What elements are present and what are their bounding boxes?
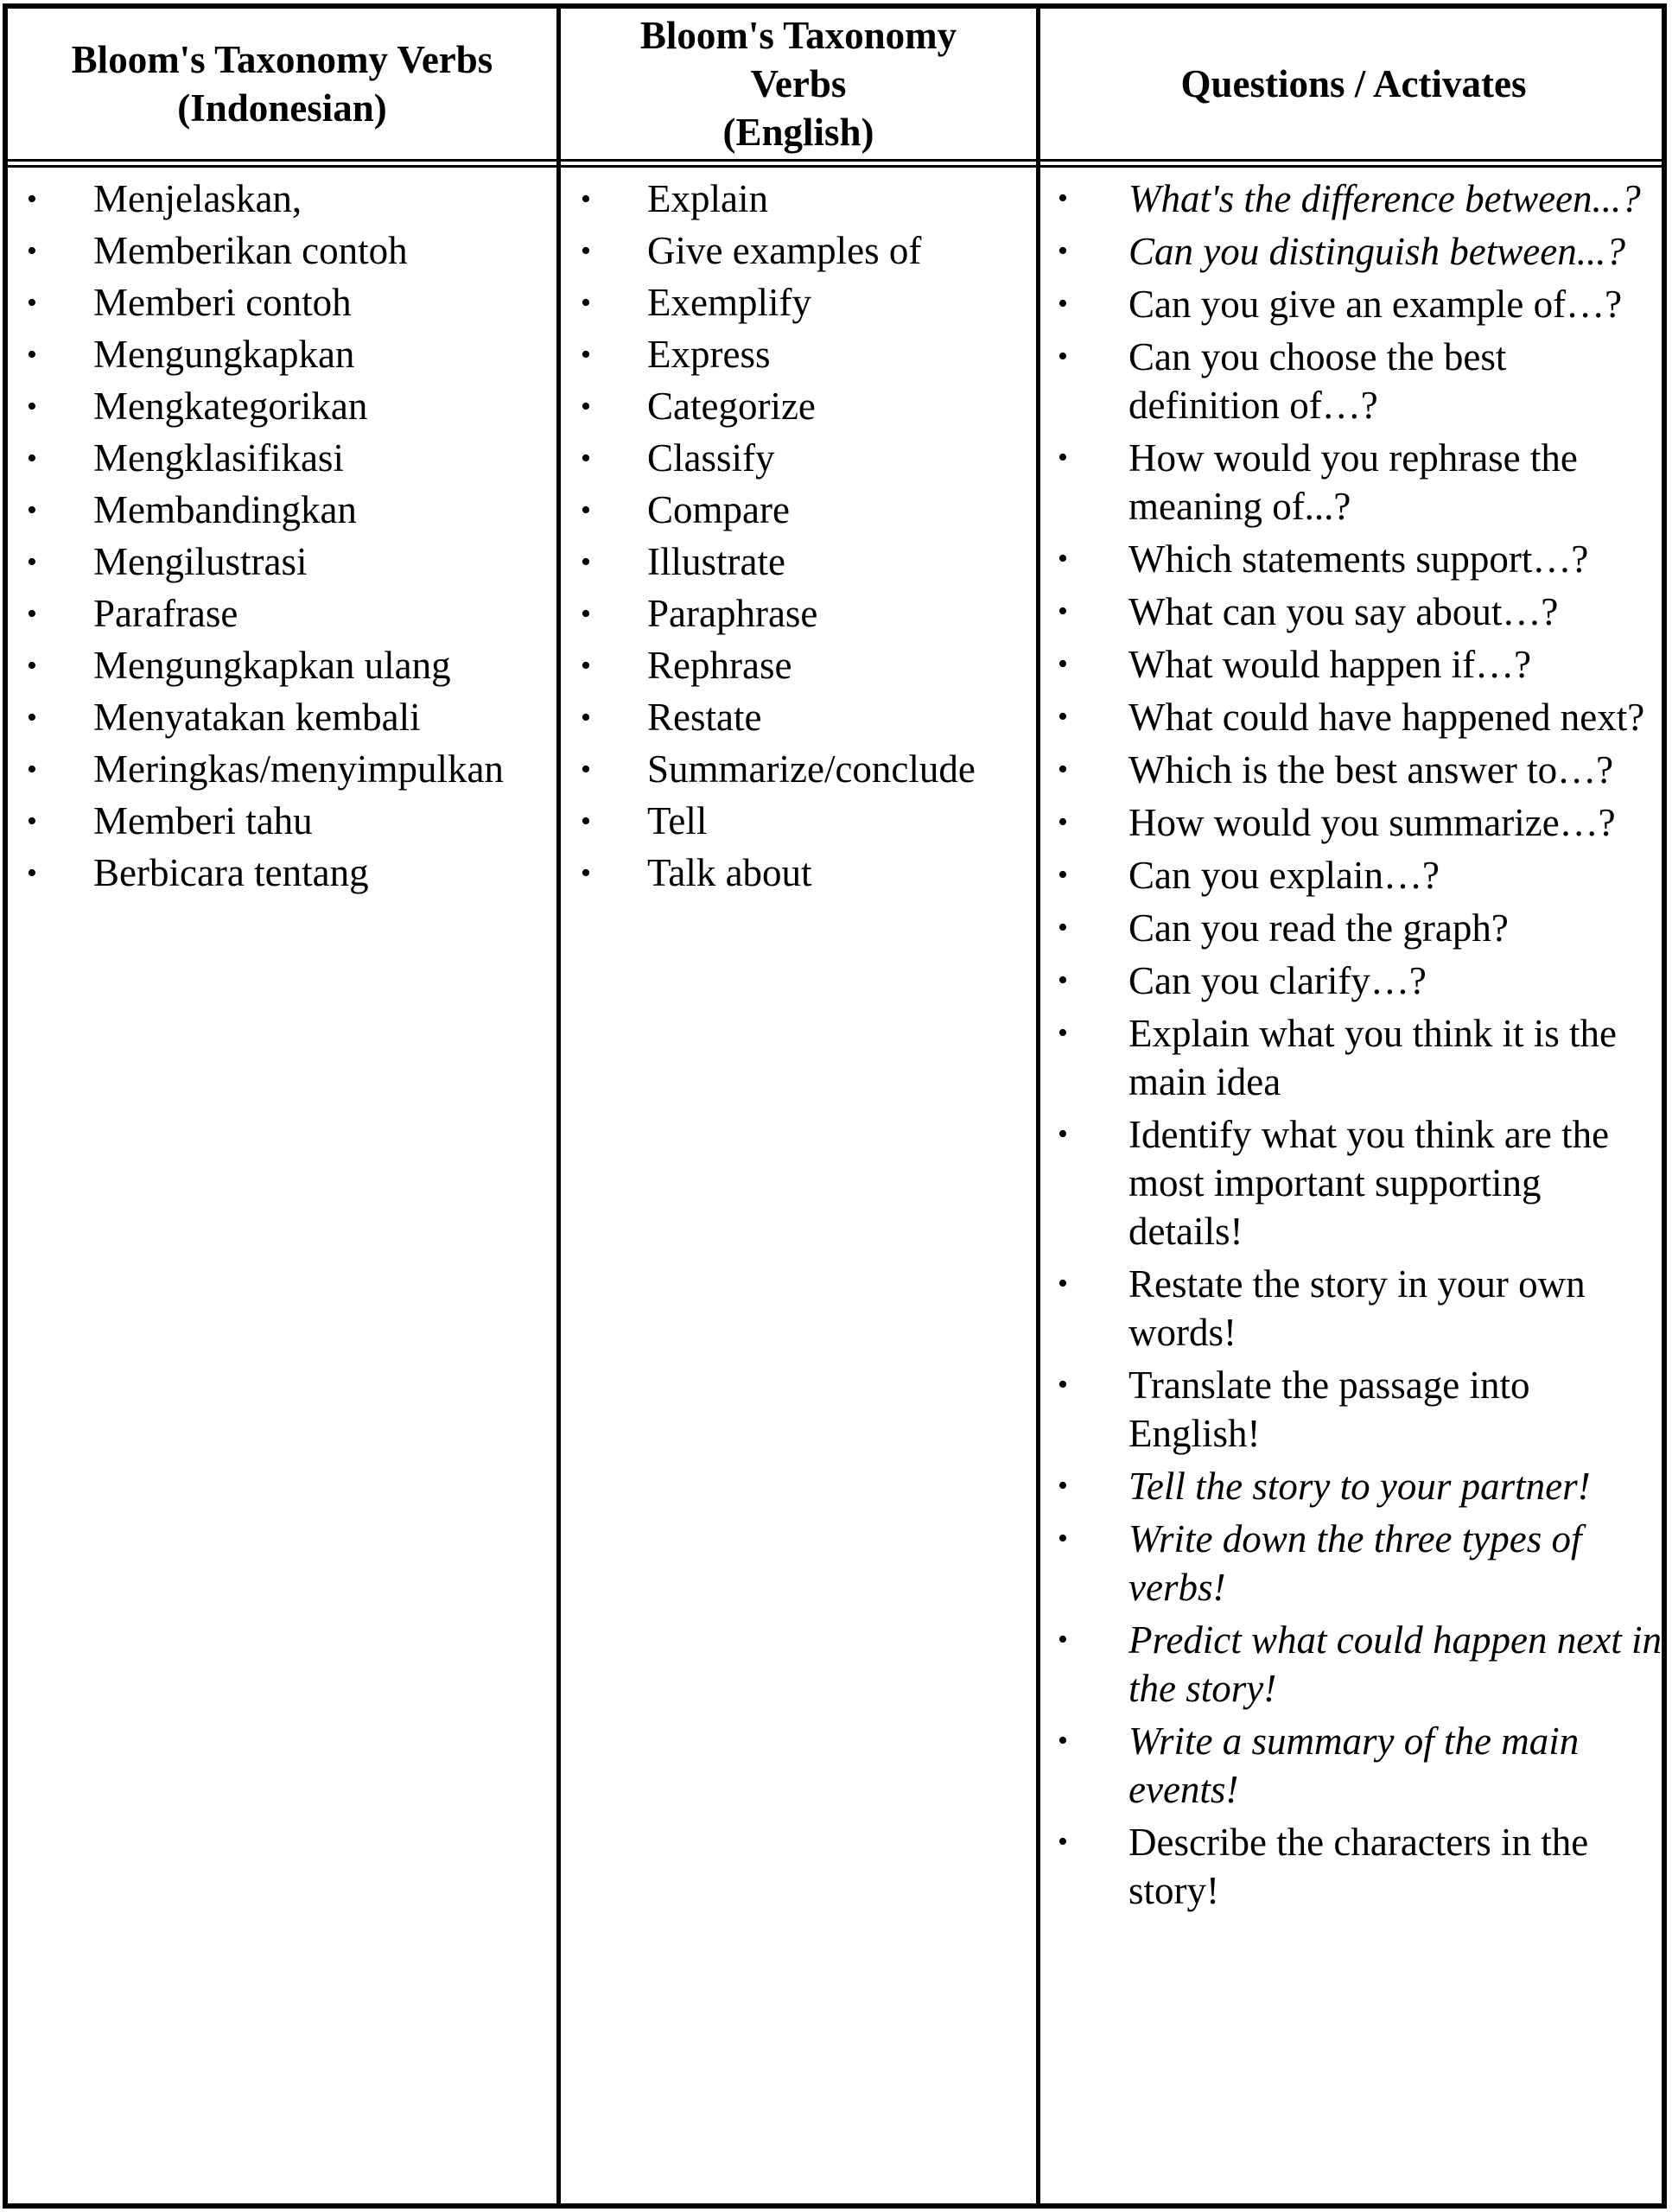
list-item <box>1058 588 1662 636</box>
header-text-line: Bloom's Taxonomy <box>639 14 957 57</box>
list-item <box>27 382 554 431</box>
list-item-text: Can you choose the best definition of…? <box>1128 335 1507 427</box>
list-item-text: Categorize <box>647 385 816 428</box>
column-divider-1 <box>556 9 561 2203</box>
bullet-icon: • <box>581 753 591 785</box>
list-item-text: Meringkas/menyimpulkan <box>93 747 504 791</box>
bullet-icon: • <box>1058 806 1068 838</box>
list-item <box>27 486 554 535</box>
list-item-text: What can you say about…? <box>1128 590 1559 633</box>
bullet-icon: • <box>1058 964 1068 996</box>
list-item-text: Which statements support…? <box>1128 537 1589 581</box>
bullet-icon: • <box>581 702 591 734</box>
list-item-text: Tell the story to your partner! <box>1128 1465 1591 1508</box>
list-item <box>27 641 554 690</box>
english-verbs-list <box>581 175 1034 900</box>
bullet-icon: • <box>27 339 37 371</box>
list-item-text: What's the difference between...? <box>1128 177 1641 220</box>
bullet-icon: • <box>581 598 591 630</box>
list-item <box>581 797 1034 846</box>
list-item-text: Illustrate <box>647 540 785 583</box>
bullet-icon: • <box>27 391 37 423</box>
list-item-text: Mengkategorikan <box>93 385 368 428</box>
list-item-text: Menyatakan kembali <box>93 696 421 739</box>
list-item <box>581 175 1034 224</box>
bullet-icon: • <box>27 702 37 734</box>
list-item <box>1058 746 1662 794</box>
list-item-text: What would happen if…? <box>1128 643 1532 686</box>
list-item-text: How would you summarize…? <box>1128 801 1616 844</box>
list-item-text: Which is the best answer to…? <box>1128 748 1614 791</box>
list-item <box>581 434 1034 483</box>
questions-list <box>1058 175 1662 1919</box>
list-item-text: Memberi contoh <box>93 281 352 324</box>
list-item <box>27 693 554 742</box>
bullet-icon: • <box>1058 1725 1068 1757</box>
list-item-text: Can you read the graph? <box>1128 906 1509 950</box>
list-item <box>1058 1361 1662 1458</box>
list-item <box>1058 957 1662 1005</box>
list-item <box>27 175 554 224</box>
list-item-text: Membandingkan <box>93 488 357 531</box>
list-item <box>27 797 554 846</box>
bullet-icon: • <box>27 857 37 889</box>
bullet-icon: • <box>1058 340 1068 372</box>
bullet-icon: • <box>1058 1470 1068 1502</box>
bullet-icon: • <box>1058 1826 1068 1858</box>
header-text-line: Questions / Activates <box>1180 62 1527 105</box>
list-item-text: Describe the characters in the story! <box>1128 1821 1589 1912</box>
bullet-icon: • <box>1058 1017 1068 1049</box>
bullet-icon: • <box>1058 859 1068 891</box>
list-item <box>1058 280 1662 328</box>
bullet-icon: • <box>1058 235 1068 267</box>
list-item <box>1058 1260 1662 1357</box>
list-item-text: Write down the three types of verbs! <box>1128 1517 1582 1609</box>
bullet-icon: • <box>27 442 37 474</box>
list-item <box>1058 1616 1662 1713</box>
bullet-icon: • <box>581 546 591 578</box>
list-item <box>1058 1717 1662 1814</box>
list-item <box>581 382 1034 431</box>
header-text-line: (English) <box>722 111 874 154</box>
list-item-text: Can you clarify…? <box>1128 959 1427 1002</box>
list-item <box>1058 1009 1662 1106</box>
header-text-line: (Indonesian) <box>177 86 387 130</box>
list-item-text: Translate the passage into English! <box>1128 1363 1530 1455</box>
bullet-icon: • <box>581 287 591 319</box>
list-item <box>1058 798 1662 847</box>
list-item <box>1058 1818 1662 1915</box>
list-item <box>27 589 554 639</box>
list-item-text: Express <box>647 333 771 376</box>
list-item <box>1058 693 1662 741</box>
list-item <box>1058 640 1662 689</box>
list-item <box>1058 434 1662 531</box>
header-text-line: Verbs <box>750 62 847 105</box>
list-item-text: Paraphrase <box>647 592 818 635</box>
list-item <box>581 589 1034 639</box>
bullet-icon: • <box>27 235 37 267</box>
list-item <box>27 330 554 379</box>
list-item <box>1058 175 1662 223</box>
list-item-text: Exemplify <box>647 281 811 324</box>
list-item <box>1058 1462 1662 1510</box>
list-item-text: Parafrase <box>93 592 238 635</box>
bullet-icon: • <box>581 391 591 423</box>
list-item-text: Give examples of <box>647 229 922 272</box>
list-item <box>27 278 554 327</box>
list-item <box>27 849 554 898</box>
list-item <box>581 537 1034 587</box>
list-item-text: Menjelaskan, <box>93 177 302 220</box>
bullet-icon: • <box>27 598 37 630</box>
list-item <box>1058 535 1662 583</box>
header-indonesian-verbs <box>8 9 556 159</box>
list-item <box>581 641 1034 690</box>
bullet-icon: • <box>1058 912 1068 944</box>
list-item <box>581 278 1034 327</box>
list-item-text: Memberikan contoh <box>93 229 408 272</box>
indonesian-verbs-list <box>27 175 554 900</box>
list-item <box>581 693 1034 742</box>
list-item <box>1058 227 1662 276</box>
bullet-icon: • <box>581 235 591 267</box>
bloom-taxonomy-table <box>3 3 1667 2209</box>
list-item-text: Restate <box>647 696 762 739</box>
list-item <box>1058 1110 1662 1255</box>
list-item-text: Rephrase <box>647 644 792 687</box>
list-item-text: Mengilustrasi <box>93 540 308 583</box>
list-item-text: Can you explain…? <box>1128 854 1440 897</box>
list-item <box>1058 333 1662 429</box>
bullet-icon: • <box>1058 182 1068 214</box>
list-item-text: Mengungkapkan <box>93 333 355 376</box>
bullet-icon: • <box>581 339 591 371</box>
bullet-icon: • <box>1058 753 1068 785</box>
list-item <box>581 849 1034 898</box>
list-item-text: Predict what could happen next in the story! <box>1128 1618 1662 1710</box>
bullet-icon: • <box>581 494 591 526</box>
bullet-icon: • <box>27 287 37 319</box>
list-item-text: Mengklasifikasi <box>93 436 344 480</box>
bullet-icon: • <box>581 442 591 474</box>
list-item <box>581 745 1034 794</box>
bullet-icon: • <box>27 650 37 682</box>
list-item-text: Talk about <box>647 851 812 894</box>
bullet-icon: • <box>27 753 37 785</box>
list-item-text: How would you rephrase the meaning of...? <box>1128 436 1578 528</box>
list-item-text: Identify what you think are the most important supporting details! <box>1128 1113 1610 1253</box>
list-item-text: Classify <box>647 436 775 480</box>
list-item-text: Explain <box>647 177 768 220</box>
list-item <box>581 486 1034 535</box>
bullet-icon: • <box>27 546 37 578</box>
header-divider <box>8 159 1662 168</box>
list-item-text: Memberi tahu <box>93 799 313 842</box>
bullet-icon: • <box>1058 442 1068 474</box>
list-item <box>27 226 554 276</box>
list-item-text: Tell <box>647 799 708 842</box>
list-item-text: Compare <box>647 488 790 531</box>
bullet-icon: • <box>1058 1369 1068 1401</box>
bullet-icon: • <box>1058 701 1068 733</box>
bullet-icon: • <box>1058 1118 1068 1150</box>
list-item <box>1058 1515 1662 1611</box>
bullet-icon: • <box>581 857 591 889</box>
list-item-text: Restate the story in your own words! <box>1128 1262 1586 1354</box>
list-item <box>581 226 1034 276</box>
list-item-text: Can you give an example of…? <box>1128 283 1623 326</box>
bullet-icon: • <box>27 494 37 526</box>
list-item-text: Berbicara tentang <box>93 851 369 894</box>
header-questions-activates <box>1040 9 1667 159</box>
list-item <box>1058 851 1662 899</box>
column-divider-2 <box>1036 9 1040 2203</box>
bullet-icon: • <box>27 805 37 837</box>
list-item <box>1058 904 1662 952</box>
list-item-text: Explain what you think it is the main idea <box>1128 1012 1617 1103</box>
list-item <box>581 330 1034 379</box>
header-english-verbs <box>561 9 1036 159</box>
list-item-text: Can you distinguish between...? <box>1128 230 1625 273</box>
bullet-icon: • <box>581 650 591 682</box>
bullet-icon: • <box>27 183 37 215</box>
list-item-text: Mengungkapkan ulang <box>93 644 451 687</box>
bullet-icon: • <box>1058 543 1068 575</box>
bullet-icon: • <box>1058 1522 1068 1554</box>
bullet-icon: • <box>1058 1624 1068 1656</box>
bullet-icon: • <box>1058 648 1068 680</box>
header-text-line: Bloom's Taxonomy Verbs <box>71 38 493 81</box>
list-item <box>27 434 554 483</box>
list-item <box>27 745 554 794</box>
bullet-icon: • <box>1058 595 1068 627</box>
bullet-icon: • <box>581 183 591 215</box>
list-item-text: What could have happened next? <box>1128 696 1645 739</box>
list-item <box>27 537 554 587</box>
list-item-text: Write a summary of the main events! <box>1128 1719 1580 1811</box>
list-item-text: Summarize/conclude <box>647 747 976 791</box>
bullet-icon: • <box>1058 288 1068 320</box>
bullet-icon: • <box>581 805 591 837</box>
bullet-icon: • <box>1058 1268 1068 1300</box>
